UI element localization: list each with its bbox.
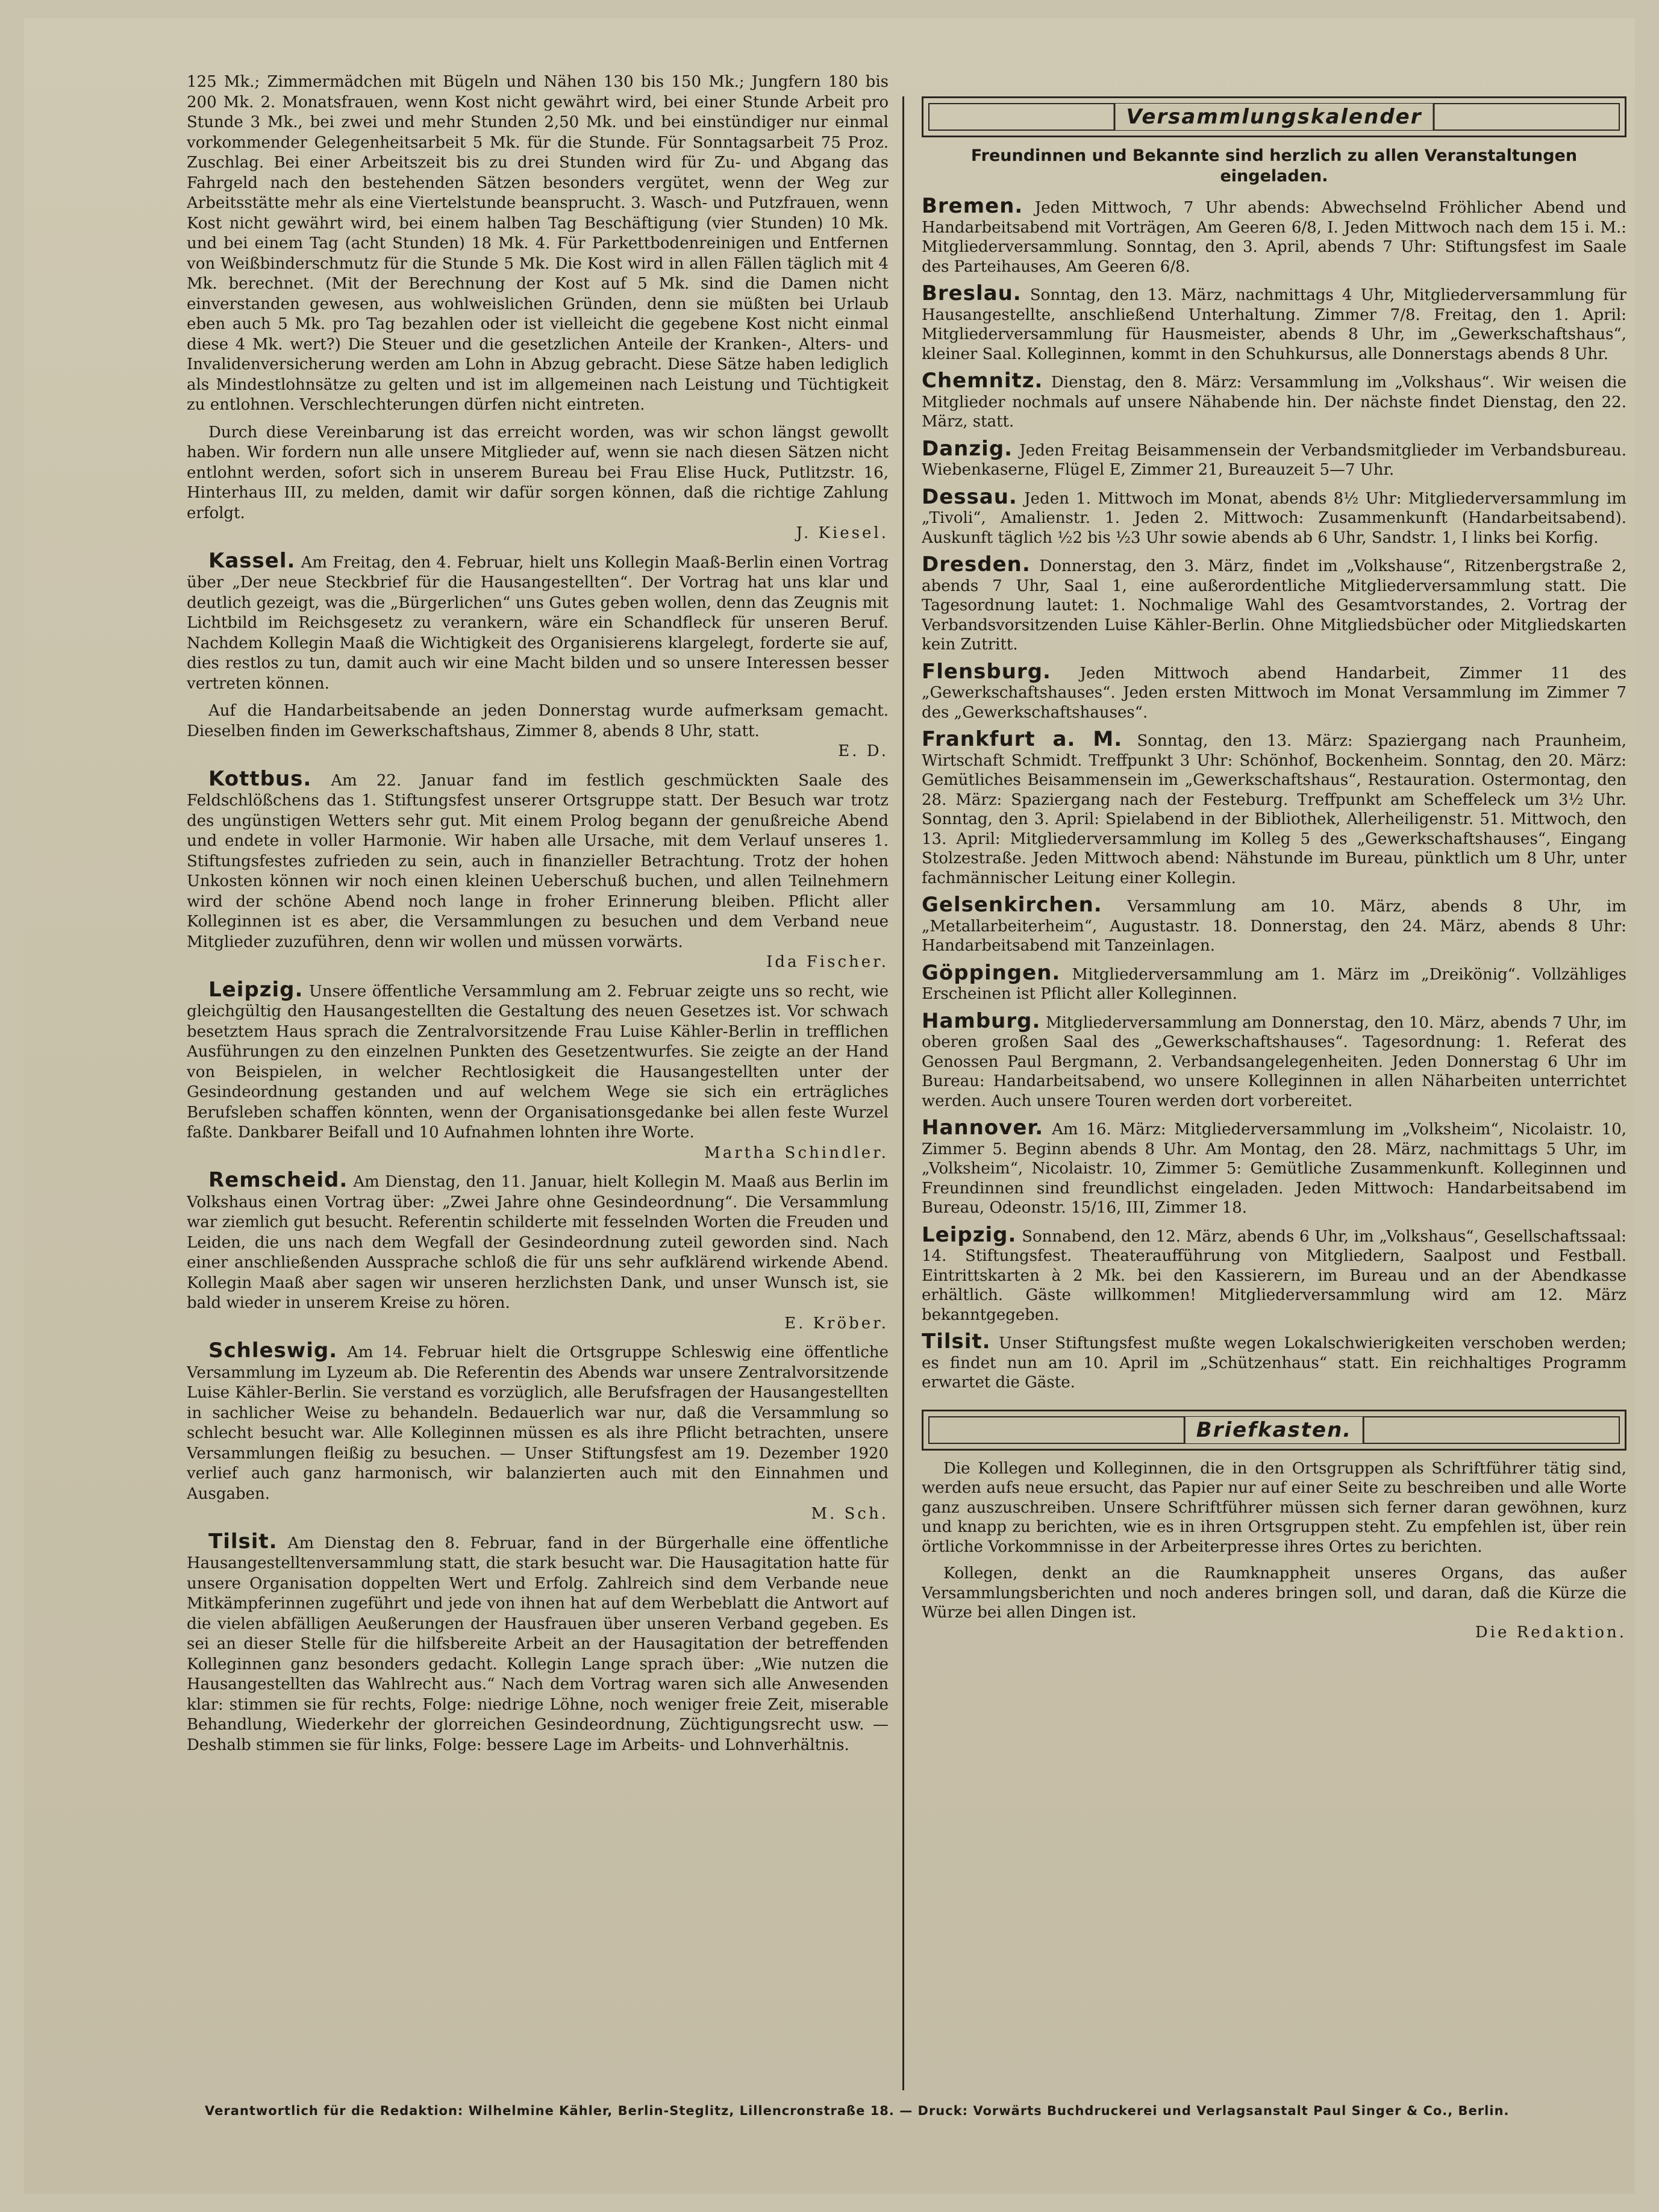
- signature: Ida Fischer.: [766, 953, 889, 971]
- place-name: Schleswig.: [208, 1339, 338, 1363]
- kalender-entry-tilsit: Tilsit. Unser Stiftungsfest mußte wegen Lokalschwierigkeiten verschoben werden; es findet nun am 10. April im „Schützenhaus“ statt. Ein reichhaltiges Programm erwartet die Gäste.: [922, 1329, 1626, 1392]
- signature: E. Kröber.: [784, 1314, 889, 1333]
- newspaper-page: [24, 18, 1635, 2194]
- kalender-entry-leipzig: Leipzig. Sonnabend, den 12. März, abends 6 Uhr, im „Volkshaus“, Gesellschaftssaal: 14. Stiftungsfest. Theateraufführung von Mitgliedern, Saalpost und Festball. Eintrittskarten à 2 Mk. bei den Kassierern, im Bureau und an der Abendkasse erhältlich. Gäste willkommen! Mitgliederversammlung wird am 12. März bekanntgegeben.: [922, 1222, 1626, 1324]
- place-name: Kassel.: [208, 548, 296, 573]
- place-name: Breslau.: [922, 281, 1022, 305]
- kalender-entry-hamburg: Hamburg. Mitgliederversammlung am Donnerstag, den 10. März, abends 7 Uhr, im oberen großen Saal des „Gewerkschaftshauses“. Tagesordnung: 1. Referat des Genossen Paul Bergmann, 2. Verbandsangelegenheiten. Jeden Donnerstag 6 Uhr im Bureau: Handarbeitsabend, wo unsere Kolleginnen in allen Näharbeiten unterrichtet werden. Auch unsere Touren werden dort vorbereitet.: [922, 1008, 1626, 1110]
- briefkasten-text-2: Kollegen, denkt an die Raumknappheit unseres Organs, das außer Versammlungsberichten und noch anderes bringen soll, und daran, daß die Kürze die Würze bei allen Dingen ist. Die Redaktion.: [922, 1564, 1626, 1642]
- kalender-entry-dessau: Dessau. Jeden 1. Mittwoch im Monat, abends 8½ Uhr: Mitgliederversammlung im „Tivoli“, Amalienstr. 1. Jeden 2. Mittwoch: Zusammenkunft (Handarbeitsabend). Auskunft täglich ½2 bis ½3 Uhr sowie abends ab 6 Uhr, Sandstr. 1, I links bei Korfig.: [922, 484, 1626, 547]
- place-name: Chemnitz.: [922, 369, 1043, 393]
- signature: Die Redaktion.: [1475, 1623, 1626, 1642]
- briefkasten-title: Briefkasten.: [1184, 1417, 1364, 1443]
- place-name: Hamburg.: [922, 1008, 1041, 1033]
- kalender-entry-gelsenkirchen: Gelsenkirchen. Versammlung am 10. März, abends 8 Uhr, im „Metallarbeiterheim“, Augustastr. 18. Donnerstag, den 24. März, abends 8 Uhr: Handarbeitsabend mit Tanzeinlagen.: [922, 893, 1626, 955]
- place-name: Tilsit.: [922, 1329, 991, 1354]
- right-column: [922, 96, 1626, 2096]
- place-name: Dresden.: [922, 552, 1031, 576]
- place-name: Göppingen.: [922, 960, 1061, 985]
- kalender-entry-goeppingen: Göppingen. Mitgliederversammlung am 1. März im „Dreikönig“. Vollzähliges Erscheinen ist Pflicht aller Kolleginnen.: [922, 960, 1626, 1003]
- kalender-header-box: [922, 96, 1626, 137]
- kalender-title: Versammlungskalender: [1114, 104, 1435, 130]
- kalender-entry-flensburg: Flensburg. Jeden Mittwoch abend Handarbeit, Zimmer 11 des „Gewerkschaftshauses“. Jeden ersten Mittwoch im Monat Versammlung im Zimmer 7 des „Gewerkschaftshauses“.: [922, 659, 1626, 722]
- wage-agreement-text: 125 Mk.; Zimmermädchen mit Bügeln und Nähen 130 bis 150 Mk.; Jungfern 180 bis 200 Mk. 2. Monatsfrauen, wenn Kost nicht gewährt wird, bei einer Stunde Arbeit pro Stunde 3 Mk., bei zwei und mehr Stunden 2,50 Mk. und bei einstündiger nur einmal vorkommender Gelegenheitsarbeit 5 Mk. für die Stunde. Für Sonntagsarbeit 75 Proz. Zuschlag. Bei einer Arbeitszeit bis zu drei Stunden wird für Zu- und Abgang das Fahrgeld nach den bestehenden Sätzen besonders vergütet, wenn der Weg zur Arbeitsstätte mehr als eine Viertelstunde beansprucht. 3. Wasch- und Putzfrauen, wenn Kost nicht gewährt wird, bei einem halben Tag Beschäftigung (vier Stunden) 10 Mk. und bei einem Tag (acht Stunden) 18 Mk. 4. Für Parkettbodenreinigen und Entfernen von Weißbinderschmutz für die Stunde 5 Mk. Die Kost wird in allen Fällen täglich mit 4 Mk. berechnet. (Mit der Berechnung der Kost auf 5 Mk. sind die Damen nicht einverstanden gewesen, aus wohlweislichen Gründen, denn sie müßten bei Urlaub eben auch 5 Mk. pro Tag bezahlen oder ist vielleicht die gegebene Kost nicht einmal diese 4 Mk. wert?) Die Steuer und die gesetzlichen Anteile der Kranken-, Alters- und Invalidenversicherung werden am Lohn in Abzug gebracht. Diese Sätze haben lediglich als Mindestlohnsätze zu gelten und ist im allgemeinen nach Leistung und Tüchtigkeit zu entlohnen. Verschlechterungen dürfen nicht eintreten.: [187, 73, 889, 414]
- briefkasten-text: Die Kollegen und Kolleginnen, die in den Ortsgruppen als Schriftführer tätig sind, werden aufs neue ersucht, das Papier nur auf einer Seite zu beschreiben und alle Worte ganz auszuschreiben. Unsere Schriftführer müssen sich ferner daran gewöhnen, kurz und knapp zu berichten, wie es in ihren Ortsgruppen steht. Zu empfehlen ist, über rein örtliche Vorkommnisse in der Arbeiterpresse ihres Ortes zu berichten.: [922, 1459, 1626, 1556]
- kalender-entry-chemnitz: Chemnitz. Dienstag, den 8. März: Versammlung im „Volkshaus“. Wir weisen die Mitglieder nochmals auf unsere Nähabende hin. Der nächste findet Dienstag, den 22. März, statt.: [922, 369, 1626, 431]
- place-name: Remscheid.: [208, 1168, 348, 1192]
- kalender-entry-danzig: Danzig. Jeden Freitag Beisammensein der Verbandsmitglieder im Verbandsbureau. Wiebenkaserne, Flügel E, Zimmer 21, Bureauzeit 5—7 Uhr.: [922, 436, 1626, 479]
- agreement-summary: Durch diese Vereinbarung ist das erreicht worden, was wir schon längst gewollt haben. Wir fordern nun alle unsere Mitglieder auf, wenn sie nach diesen Sätzen nicht entlohnt werden, sofort sich in unserem Bureau bei Frau Elise Huck, Putlitzstr. 16, Hinterhaus III, zu melden, damit wir dafür sorgen können, daß die richtige Zahlung erfolgt. J. Kiesel.: [187, 423, 889, 544]
- place-name: Frankfurt a. M.: [922, 727, 1123, 751]
- report-kassel: Kassel. Am Freitag, den 4. Februar, hielt uns Kollegin Maaß-Berlin einen Vortrag über „Der neue Steckbrief für die Hausangestellten“. Der Vortrag hat uns klar und deutlich gezeigt, was die „Bürgerlichen“ uns Gutes geben wollen, denn das Zeugnis mit Lichtbild im Reichsgesetz zu verankern, wäre ein Schandfleck für unseren Beruf. Nachdem Kollegin Maaß die Wichtigkeit des Organisierens klargelegt, forderte sie auf, dies restlos zu tun, damit auch wir eine Macht bilden und so unsere Interessen besser vertreten können.: [187, 548, 889, 693]
- place-name: Hannover.: [922, 1116, 1044, 1140]
- left-column: [187, 72, 889, 2084]
- kalender-entry-dresden: Dresden. Donnerstag, den 3. März, findet im „Volkshause“, Ritzenbergstraße 2, abends 7 Uhr, Saal 1, eine außerordentliche Mitgliederversammlung statt. Die Tagesordnung lautet: 1. Nochmalige Wahl des Gesamtvorstandes, 2. Vortrag der Verbandsvorsitzenden Luise Kähler-Berlin. Ohne Mitgliedsbücher oder Mitgliedskarten kein Zutritt.: [922, 552, 1626, 654]
- signature: M. Sch.: [811, 1505, 889, 1523]
- report-tilsit: Tilsit. Am Dienstag den 8. Februar, fand in der Bürgerhalle eine öffentliche Hausangestelltenversammlung statt, die stark besucht war. Die Hausagitation hatte für unsere Organisation doppelten Wert und Erfolg. Zahlreich sind dem Verbande neue Mitkämpferinnen zugeführt und jede von ihnen hat auf dem Werbeblatt die Antwort auf die vielen abfälligen Aeußerungen der Hausfrauen über unseren Verband gegeben. Es sei an dieser Stelle für die hilfsbereite Arbeit an der Hausagitation der betreffenden Kolleginnen ganz besonders gedacht. Kollegin Lange sprach über: „Wie nutzen die Hausangestellten das Wahlrecht aus.“ Nach dem Vortrag waren sich alle Anwesenden klar: stimmen sie für rechts, Folge: niedrige Löhne, noch weniger freie Zeit, miserable Behandlung, Wiederkehr der glorreichen Gesindeordnung, Züchtigungsrecht usw. — Deshalb stimmen sie für links, Folge: bessere Lage im Arbeits- und Lohnverhältnis.: [187, 1529, 889, 1754]
- column-divider: [902, 96, 904, 2090]
- place-name: Gelsenkirchen.: [922, 893, 1102, 917]
- briefkasten-section: [922, 1410, 1626, 1643]
- imprint-footer: Verantwortlich für die Redaktion: Wilhelmine Kähler, Berlin-Steglitz, Lillencronstraße 18. — Druck: Vorwärts Buchdruckerei und Verlagsanstalt Paul Singer & Co., Berlin.: [205, 2104, 1510, 2118]
- report-remscheid: Remscheid. Am Dienstag, den 11. Januar, hielt Kollegin M. Maaß aus Berlin im Volkshaus einen Vortrag über: „Zwei Jahre ohne Gesindeordnung“. Die Versammlung war ziemlich gut besucht. Referentin schilderte mit fesselnden Worten die Freuden und Leiden, die uns nach dem Wegfall der Gesindeordnung zuteil geworden sind. Nach einer anschließenden Aussprache schloß die für uns sehr aufklärend wirkende Abend. Kollegin Maaß aber sagen wir unseren herzlichsten Dank, und unser Wunsch ist, sie bald wieder in unserem Kreise zu hören. E. Kröber.: [187, 1170, 889, 1334]
- place-name: Leipzig.: [922, 1222, 1017, 1247]
- place-name: Leipzig.: [208, 977, 304, 1002]
- place-name: Kottbus.: [208, 766, 312, 791]
- signature: Martha Schindler.: [704, 1143, 889, 1162]
- kalender-intro: Freundinnen und Bekannte sind herzlich zu allen Veranstaltungen eingeladen.: [970, 146, 1578, 186]
- place-name: Flensburg.: [922, 659, 1051, 684]
- report-kottbus: Kottbus. Am 22. Januar fand im festlich geschmückten Saale des Feldschlößchens das 1. Stiftungsfest unserer Ortsgruppe statt. Der Besuch war trotz des ungünstigen Wetters sehr gut. Mit einem Prolog begann der genußreiche Abend und endete in voller Harmonie. Wir haben alle Ursache, mit dem Verlauf unseres 1. Stiftungsfestes zufrieden zu sein, auch in finanzieller Betrachtung. Trotz der hohen Unkosten können wir noch einen kleinen Ueberschuß buchen, und allen Teilnehmern wird der schöne Abend noch lange in froher Erinnerung bleiben. Pflicht aller Kolleginnen ist es aber, die Versammlungen zu besuchen und dem Verband neue Mitglieder zuzuführen, denn wir wollen und müssen vorwärts. Ida Fischer.: [187, 769, 889, 973]
- signature: E. D.: [838, 742, 889, 760]
- report-schleswig: Schleswig. Am 14. Februar hielt die Ortsgruppe Schleswig eine öffentliche Versammlung im Lyzeum ab. Die Referentin des Abends war unsere Zentralvorsitzende Luise Kähler-Berlin. Sie verstand es vorzüglich, alle Berufsfragen der Hausangestellten in sachlicher Weise zu behandeln. Bedauerlich war nur, daß die Versammlung so schlecht besucht war. Alle Kolleginnen müssen es als ihre Pflicht betrachten, unsere Versammlungen fleißig zu besuchen. — Unser Stiftungsfest am 19. Dezember 1920 verlief auch ganz harmonisch, wir balanzierten auch mit den Einnahmen und Ausgaben. M. Sch.: [187, 1341, 889, 1525]
- kalender-entry-hannover: Hannover. Am 16. März: Mitgliederversammlung im „Volksheim“, Nicolaistr. 10, Zimmer 5. Beginn abends 8 Uhr. Am Montag, den 28. März, nachmittags 5 Uhr, im „Volksheim“, Nicolaistr. 10, Zimmer 5: Gemütliche Zusammenkunft. Kolleginnen und Freundinnen sind freundlichst eingeladen. Jeden Mittwoch: Handarbeitsabend im Bureau, Odeonstr. 15/16, III, Zimmer 18.: [922, 1116, 1626, 1217]
- report-kassel-cont: Auf die Handarbeitsabende an jeden Donnerstag wurde aufmerksam gemacht. Dieselben finden im Gewerkschaftshaus, Zimmer 8, abends 8 Uhr, statt. E. D.: [187, 701, 889, 762]
- briefkasten-header-box: [922, 1410, 1626, 1451]
- place-name: Dessau.: [922, 484, 1017, 509]
- signature: J. Kiesel.: [796, 524, 889, 542]
- kalender-entry-breslau: Breslau. Sonntag, den 13. März, nachmittags 4 Uhr, Mitgliederversammlung für Hausangestellte, anschließend Unterhaltung. Zimmer 7/8. Freitag, den 1. April: Mitgliederversammlung für Hausmeister, abends 8 Uhr, im „Gewerkschaftshaus“, kleiner Saal. Kolleginnen, kommt in den Schuhkursus, alle Donnerstags abends 8 Uhr.: [922, 281, 1626, 363]
- report-leipzig: Leipzig. Unsere öffentliche Versammlung am 2. Februar zeigte uns so recht, wie gleichgültig den Hausangestellten die Gestaltung des neuen Gesetzes ist. Vor schwach besetztem Haus sprach die Zentralvorsitzende Frau Luise Kähler-Berlin in trefflichen Ausführungen zu den einzelnen Punkten des Gesetzentwurfes. Sie zeigte an der Hand von Beispielen, in welcher Rechtlosigkeit die Hausangestellten unter der Gesindeordnung gestanden und auf welchem Wege sie sich ein erträgliches Berufsleben schaffen könnten, wenn der Organisationsgedanke bei allen feste Wurzel faßte. Dankbarer Beifall und 10 Aufnahmen lohnten ihre Worte. Martha Schindler.: [187, 980, 889, 1164]
- kalender-entry-frankfurt: Frankfurt a. M. Sonntag, den 13. März: Spaziergang nach Praunheim, Wirtschaft Schmidt. Treffpunkt 3 Uhr: Schönhof, Bockenheim. Sonntag, den 20. März: Gemütliches Beisammensein im „Gewerkschaftshaus“, Restauration. Ostermontag, den 28. März: Spaziergang nach der Festeburg. Treffpunkt am Scheffeleck um 3½ Uhr. Sonntag, den 3. April: Spielabend in der Bibliothek, Allerheiligenstr. 51. Mittwoch, den 13. April: Mitgliederversammlung im Kolleg 5 des „Gewerkschaftshauses“, Eingang Stolzestraße. Jeden Mittwoch abend: Nähstunde im Bureau, pünktlich um 8 Uhr, unter fachmännischer Leitung einer Kollegin.: [922, 727, 1626, 887]
- place-name: Danzig.: [922, 436, 1013, 461]
- kalender-entry-bremen: Bremen. Jeden Mittwoch, 7 Uhr abends: Abwechselnd Fröhlicher Abend und Handarbeitsabend mit Vorträgen, Am Geeren 6/8, I. Jeden Mittwoch nach dem 15 i. M.: Mitgliederversammlung. Sonntag, den 3. April, abends 7 Uhr: Stiftungsfest im Saale des Parteihauses, Am Geeren 6/8.: [922, 194, 1626, 276]
- place-name: Tilsit.: [208, 1529, 278, 1554]
- place-name: Bremen.: [922, 194, 1023, 218]
